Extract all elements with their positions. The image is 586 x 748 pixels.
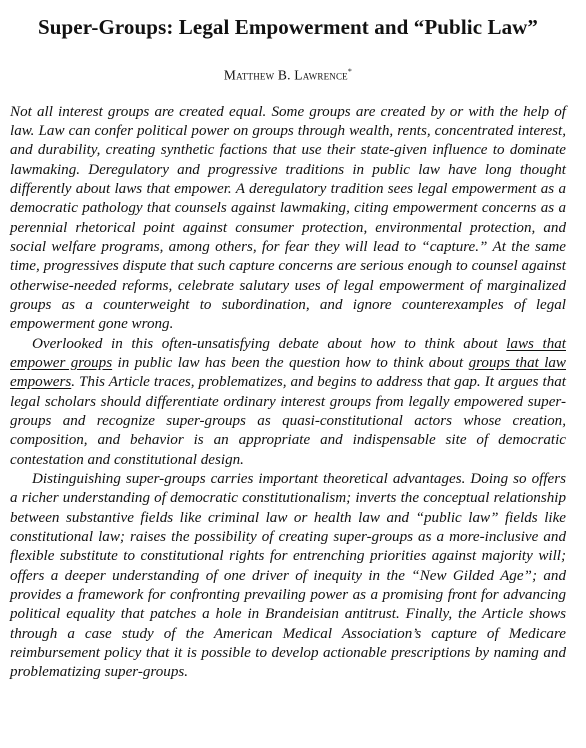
author-line xyxy=(10,63,566,85)
author-name: Matthew B. Lawrence xyxy=(223,67,348,83)
author-footnote-marker[interactable]: * xyxy=(347,67,353,76)
abstract xyxy=(10,103,566,683)
article-title: Super-Groups: Legal Empowerment and “Public Law” xyxy=(37,15,539,39)
underlined-phrase-laws-that-empower-groups: laws that empower groups xyxy=(10,335,566,371)
abstract-paragraph-2-text: Overlooked in this often-unsatisfying debate about how to think about xyxy=(32,335,507,352)
abstract-paragraph-2 xyxy=(10,335,566,470)
underlined-phrase-groups-that-law-empowers: groups that law empowers xyxy=(10,354,567,391)
abstract-paragraph-2-text: in public law has been the question how to think about xyxy=(112,354,469,371)
article-page xyxy=(10,14,566,683)
abstract-paragraph-3: Distinguishing super-groups carries important theoretical advantages. Doing so offers a richer understanding of democratic constitutionalism; inverts the conceptual relationship between substantive fields like criminal law or health law and “public law” fields like constitutional law; raises the possibility of creating super-groups as a more-inclusive and flexible substitute to constitutional rights for entrenching priorities against majority will; offers a deeper understanding of one driver of inequity in the “New Gilded Age”; and provides a framework for confronting prevailing power as a promising front for advancing political equality that patches a hole in Brandeisian antitrust. Finally, the Article shows through a case study of the American Medical Association’s capture of Medicare reimbursement policy that it is possible to develop actionable prescriptions by naming and problematizing super-groups. xyxy=(10,471,566,681)
abstract-paragraph-2-text: . This Article traces, problematizes, and begins to address that gap. It argues that legal scholars should differentiate ordinary interest groups from legally empowered super-groups and recognize super-groups as quasi-constitutional actors whose creation, composition, and behavior is an appropriate and indispensable site of democratic contestation and constitutional design. xyxy=(10,374,566,468)
abstract-paragraph-1: Not all interest groups are created equal. Some groups are created by or with the help of law. Law can confer political power on groups through wealth, rents, concentrated interest, and durability, creating synthetic factions that use their state-given influence to dominate lawmaking. Deregulatory and progressive traditions in public law have long thought differently about laws that empower. A deregulatory tradition sees legal empowerment as a democratic pathology that counsels against lawmaking, citing empowerment concerns as a perennial rhetorical point against consumer protection, environmental protection, and social welfare programs, among others, for fear they will lead to “capture.” At the same time, progressives dispute that such capture concerns are serious enough to counsel against otherwise-needed reforms, celebrate salutary uses of legal empowerment of marginalized groups as a counterweight to subordination, and ignore counterexamples of legal empowerment gone wrong. xyxy=(10,103,566,333)
